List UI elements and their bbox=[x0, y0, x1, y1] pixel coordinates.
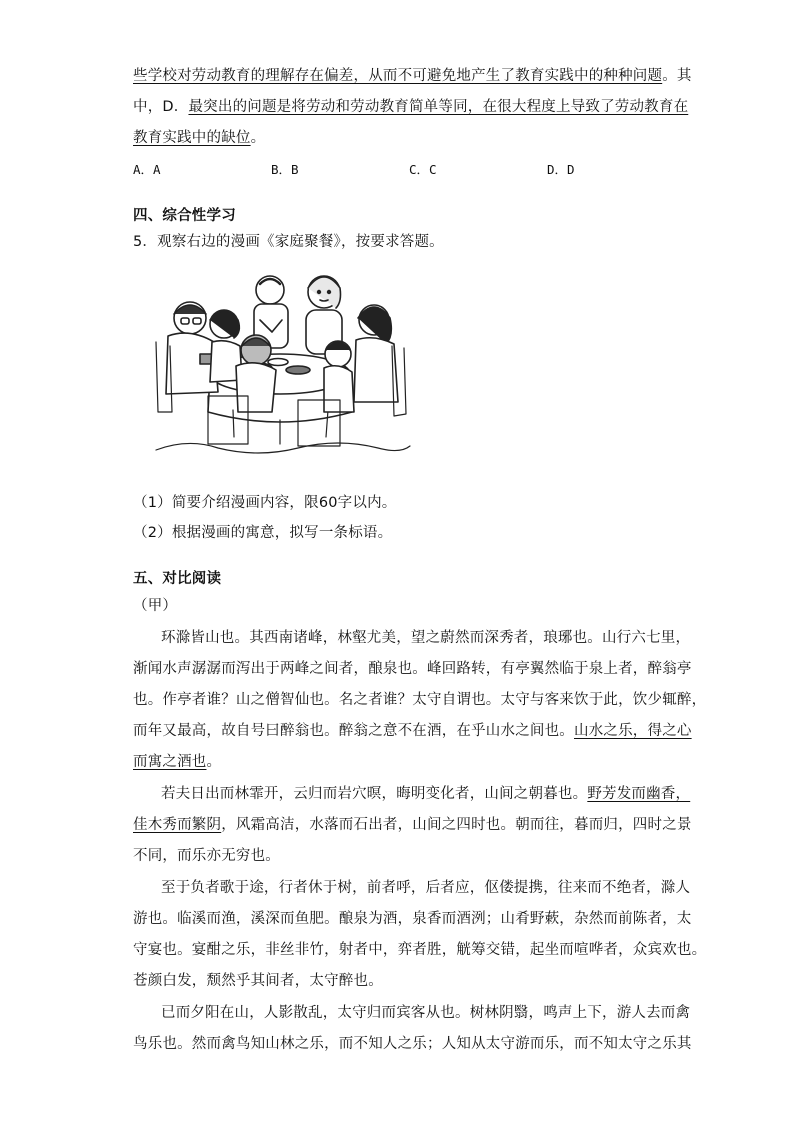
p1-line-4: 而年又最高，故自号曰醉翁也。醉翁之意不在酒，在乎山水之间也。山水之乐，得之心 bbox=[133, 723, 692, 739]
section-5-heading: 五、对比阅读 bbox=[133, 571, 222, 587]
question-5: 5．观察右边的漫画《家庭聚餐》，按要求答题。 bbox=[133, 234, 444, 250]
option-c[interactable]: C．C bbox=[409, 162, 437, 177]
p1-line-3: 也。作亭者谁？山之僧智仙也。名之者谁？太守自谓也。太守与客来饮于此，饮少辄醉， bbox=[133, 692, 707, 708]
p2-line-3: 不同，而乐亦无穷也。 bbox=[133, 848, 280, 864]
underlined-phrase: 而寓之酒也 bbox=[133, 754, 207, 770]
section-4-heading: 四、综合性学习 bbox=[133, 208, 236, 224]
q4-options bbox=[133, 160, 633, 180]
p4-line-1: 已而夕阳在山，人影散乱，太守归而宾客从也。树林阴翳，鸣声上下，游人去而禽 bbox=[161, 1005, 691, 1021]
family-dinner-cartoon bbox=[148, 262, 413, 462]
q4-line-1: 些学校对劳动教育的理解存在偏差，从而不可避免地产生了教育实践中的种种问题。其 bbox=[133, 68, 692, 84]
part-label-jia: （甲） bbox=[133, 598, 178, 614]
option-b[interactable]: B．B bbox=[271, 162, 299, 177]
p3-line-3: 守宴也。宴酣之乐，非丝非竹，射者中，弈者胜，觥筹交错，起坐而喧哗者，众宾欢也。 bbox=[133, 942, 707, 958]
q4-line-2: 中，D．最突出的问题是将劳动和劳动教育简单等同，在很大程度上导致了劳动教育在 bbox=[133, 99, 689, 115]
underlined-phrase: 佳木秀而繁阴 bbox=[133, 817, 222, 833]
question-5-sub-2: （2）根据漫画的寓意，拟写一条标语。 bbox=[133, 525, 393, 541]
p3-line-4: 苍颜白发，颓然乎其间者，太守醉也。 bbox=[133, 973, 383, 989]
option-a[interactable]: A．A bbox=[133, 162, 161, 177]
p2-line-2: 佳木秀而繁阴，风霜高洁，水落而石出者，山间之四时也。朝而往，暮而归，四时之景 bbox=[133, 817, 692, 833]
question-5-sub-1: （1）简要介绍漫画内容，限60字以内。 bbox=[133, 495, 397, 511]
q4-line-3: 教育实践中的缺位。 bbox=[133, 130, 266, 146]
underlined-phrase: 山水之乐，得之心 bbox=[574, 723, 692, 739]
p4-line-2: 鸟乐也。然而禽鸟知山林之乐，而不知人之乐；人知从太守游而乐，而不知太守之乐其 bbox=[133, 1036, 692, 1052]
p2-line-1: 若夫日出而林霏开，云归而岩穴暝，晦明变化者，山间之朝暮也。野芳发而幽香， bbox=[161, 786, 691, 802]
option-d[interactable]: D．D bbox=[547, 162, 575, 177]
p3-line-1: 至于负者歌于途，行者休于树，前者呼，后者应，伛偻提携，往来而不绝者，滁人 bbox=[161, 880, 691, 896]
underlined-phrase: 野芳发而幽香， bbox=[587, 786, 691, 802]
p1-line-2: 渐闻水声潺潺而泻出于两峰之间者，酿泉也。峰回路转，有亭翼然临于泉上者，醉翁亭 bbox=[133, 661, 692, 677]
q4-underlined-text: 些学校对劳动教育的理解存在偏差，从而不可避免地产生了教育实践中的种种问题 bbox=[133, 68, 663, 84]
q4-underlined-text: 最突出的问题是将劳动和劳动教育简单等同，在很大程度上导致了劳动教育在 bbox=[188, 99, 689, 115]
p3-line-2: 游也。临溪而渔，溪深而鱼肥。酿泉为酒，泉香而酒洌；山肴野蔌，杂然而前陈者，太 bbox=[133, 911, 692, 927]
p1-line-5: 而寓之酒也。 bbox=[133, 754, 222, 770]
q4-underlined-text: 教育实践中的缺位 bbox=[133, 130, 251, 146]
p1-line-1: 环滁皆山也。其西南诸峰，林壑尤美，望之蔚然而深秀者，琅琊也。山行六七里， bbox=[161, 630, 691, 646]
